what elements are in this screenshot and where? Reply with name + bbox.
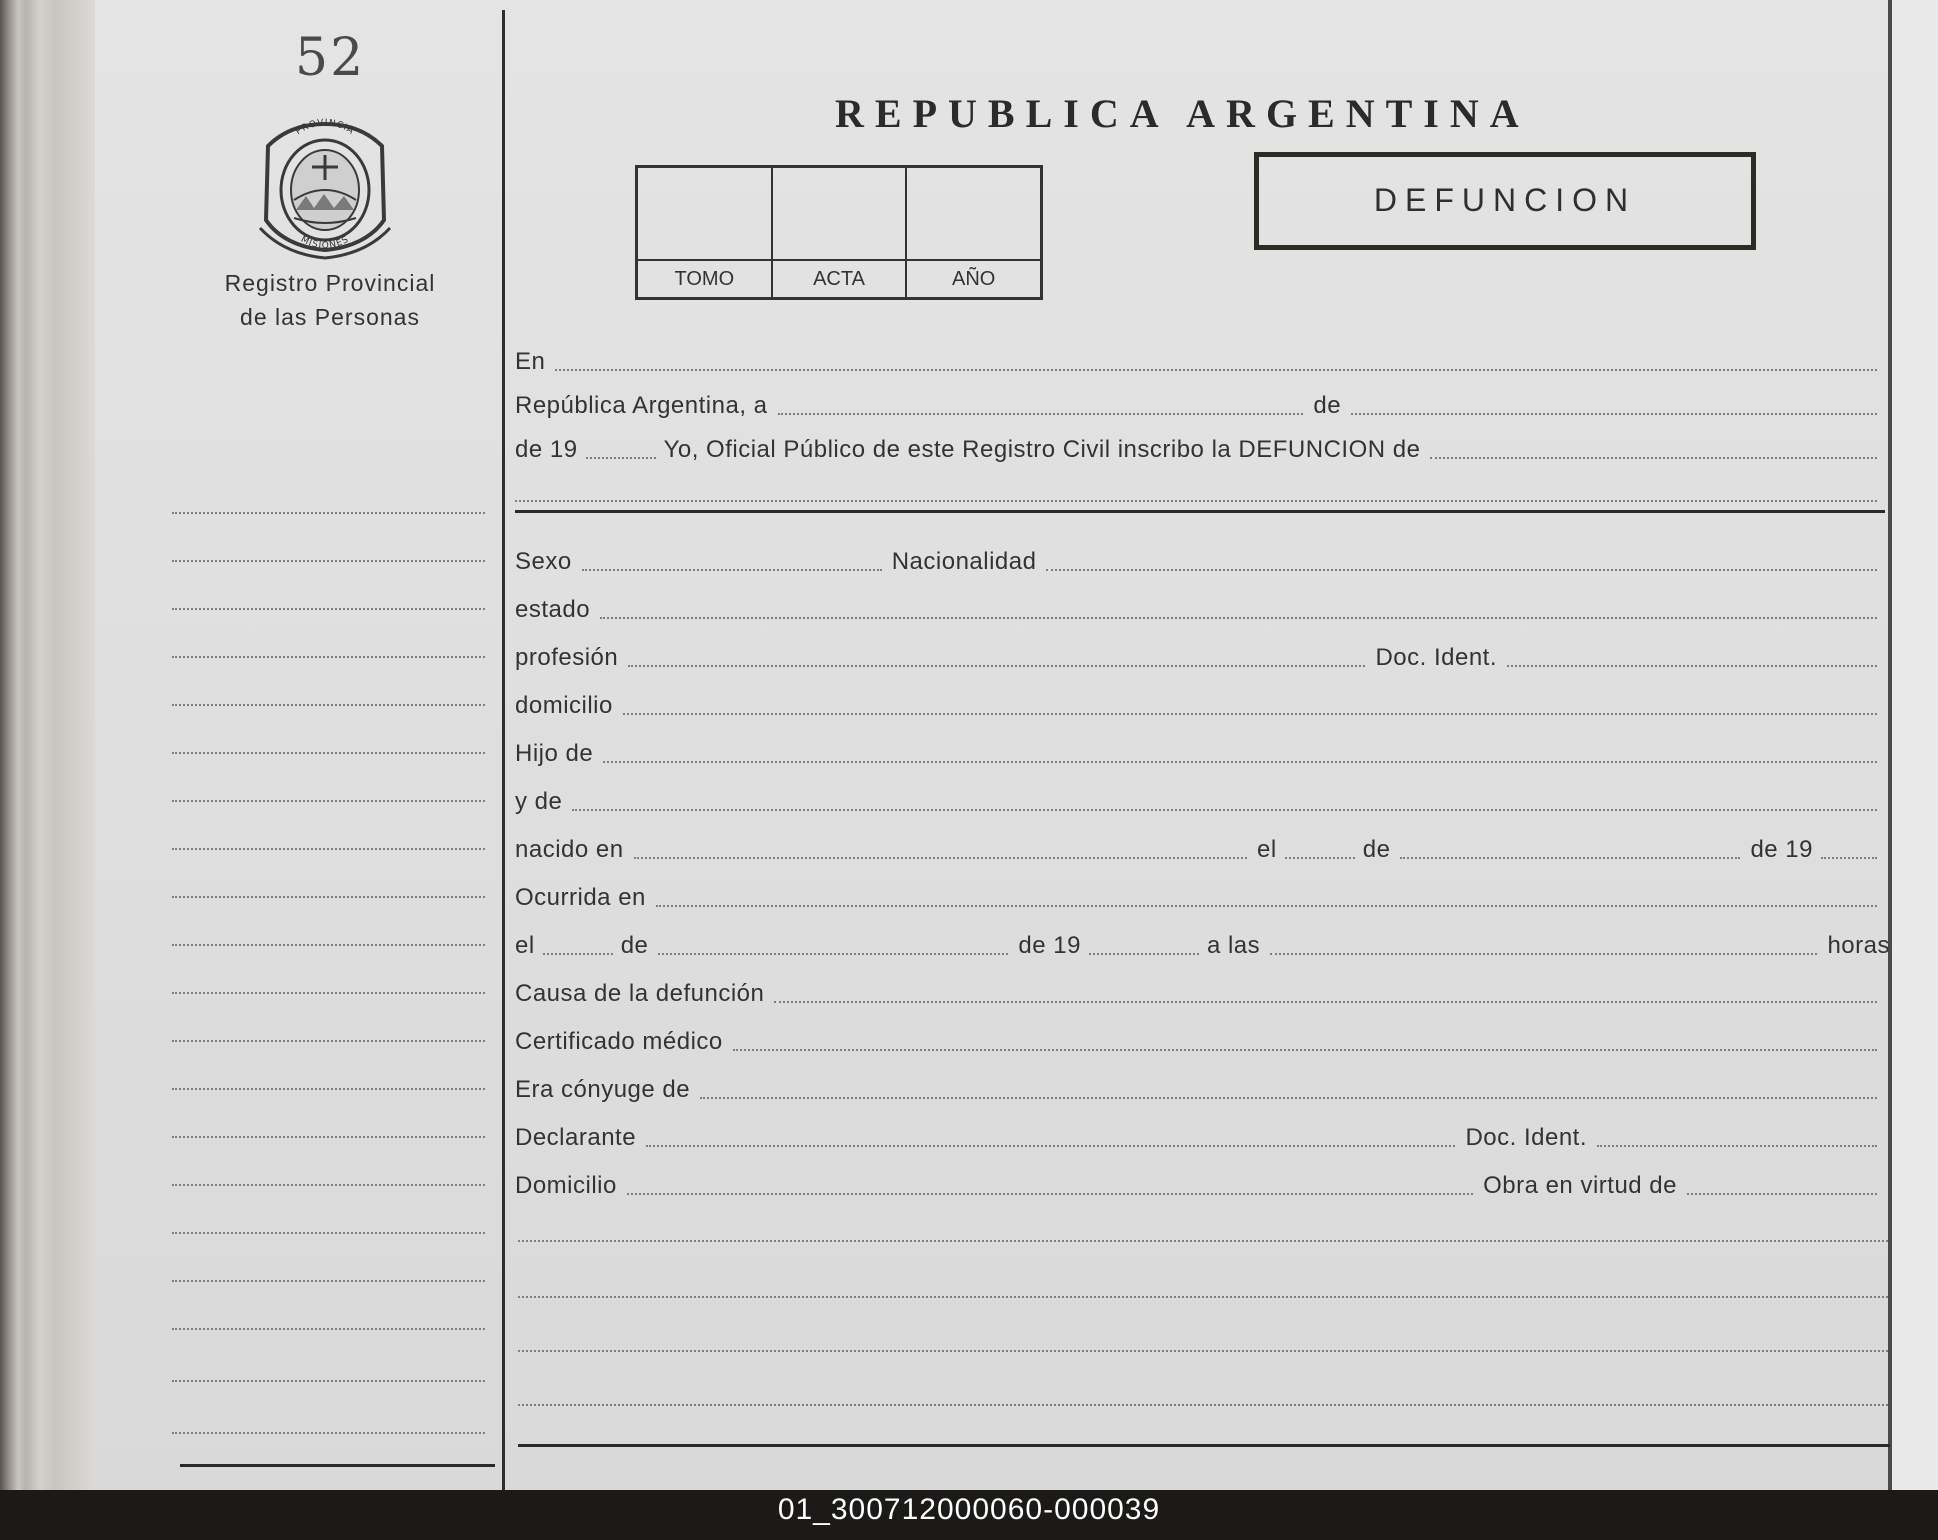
field-nombre [1430, 457, 1877, 459]
label-profesion: profesión [515, 644, 619, 671]
continuation-line [515, 500, 1877, 502]
label-doc-ident: Doc. Ident. [1375, 644, 1497, 671]
label-hijo-de: Hijo de [515, 740, 594, 767]
page-margin [1892, 0, 1938, 1490]
label-de19: de 19 [1750, 836, 1813, 863]
label-sexo: Sexo [515, 548, 572, 575]
label-nacionalidad: Nacionalidad [891, 548, 1037, 575]
observation-line [518, 1350, 1888, 1352]
label-de: de [620, 932, 649, 959]
field-doc-ident [1507, 665, 1877, 667]
margin-line [172, 896, 485, 898]
label-causa: Causa de la defunción [515, 980, 765, 1007]
row-domicilio [515, 692, 1877, 720]
margin-line [172, 560, 485, 562]
label-ocurrida-en: Ocurrida en [515, 884, 646, 911]
field-anio [586, 457, 656, 459]
header-rule [515, 510, 1885, 513]
field-mes [1351, 413, 1877, 415]
margin-line [172, 1184, 485, 1186]
field-anio-nacimiento [1821, 857, 1877, 859]
observation-line [518, 1296, 1888, 1298]
margin-line [172, 1136, 485, 1138]
label-obra: Obra en virtud de [1483, 1172, 1677, 1199]
margin-line [172, 848, 485, 850]
row-en [515, 348, 1877, 376]
record-type-label: DEFUNCION [1373, 182, 1637, 218]
label-nacido-en: nacido en [515, 836, 624, 863]
label-republica: República Argentina, a [515, 392, 768, 419]
ref-label-acta: ACTA [773, 259, 906, 297]
book-spine [0, 0, 95, 1490]
row-certificado [515, 1028, 1877, 1056]
field-causa [774, 1001, 1877, 1003]
field-en [555, 369, 1877, 371]
margin-line [172, 512, 485, 514]
field-hora [1270, 953, 1817, 955]
ref-label-ano: AÑO [907, 259, 1040, 297]
provincial-seal-icon [254, 100, 396, 260]
field-declarante [646, 1145, 1455, 1147]
row-fecha-defuncion [515, 932, 1890, 960]
label-domicilio-declarante: Domicilio [515, 1172, 617, 1199]
record-type-box [1254, 152, 1756, 250]
field-lugar-defuncion [656, 905, 1877, 907]
label-estado: estado [515, 596, 591, 623]
svg-text:PROVINCIA [294, 118, 356, 137]
ref-cell-ano [907, 168, 1040, 297]
label-a-las: a las [1206, 932, 1261, 959]
label-conyuge: Era cónyuge de [515, 1076, 691, 1103]
observation-line [518, 1404, 1888, 1406]
ref-cell-tomo [638, 168, 773, 297]
row-ocurrida-en [515, 884, 1877, 912]
office-name-line2: de las Personas [240, 304, 420, 330]
office-name-line1: Registro Provincial [224, 270, 436, 296]
field-profesion [628, 665, 1365, 667]
margin-line [172, 752, 485, 754]
label-horas: horas [1827, 932, 1890, 959]
observation-line [518, 1240, 1888, 1242]
field-dia-defuncion [543, 953, 613, 955]
row-profesion [515, 644, 1877, 672]
field-madre [572, 809, 1877, 811]
margin-line [172, 944, 485, 946]
row-domicilio-declarante [515, 1172, 1877, 1200]
field-sexo [582, 569, 882, 571]
field-dia [778, 413, 1304, 415]
margin-line [172, 1280, 485, 1282]
field-conyuge [700, 1097, 1877, 1099]
label-declarante: Declarante [515, 1124, 637, 1151]
label-de: de [1313, 392, 1342, 419]
label-y-de: y de [515, 788, 563, 815]
field-domicilio-declarante [627, 1193, 1473, 1195]
row-causa [515, 980, 1877, 1008]
label-de: de [1362, 836, 1391, 863]
field-obra [1687, 1193, 1877, 1195]
margin-line [172, 608, 485, 610]
margin-line [172, 1432, 485, 1434]
margin-line [172, 1380, 485, 1382]
country-title: REPUBLICA ARGENTINA [835, 91, 1530, 136]
field-mes-defuncion [658, 953, 1008, 955]
row-sexo [515, 548, 1877, 576]
row-nacido-en [515, 836, 1877, 864]
field-domicilio [623, 713, 1877, 715]
row-estado [515, 596, 1877, 624]
field-anio-defuncion [1089, 953, 1199, 955]
label-el: el [515, 932, 535, 959]
row-y-de [515, 788, 1877, 816]
row-republica [515, 392, 1877, 420]
field-mes-nacimiento [1400, 857, 1740, 859]
margin-line [172, 992, 485, 994]
label-el: el [1257, 836, 1277, 863]
row-declaracion [515, 436, 1877, 464]
field-lugar-nacimiento [634, 857, 1247, 859]
margin-line [172, 656, 485, 658]
label-de19: de 19 [515, 436, 578, 463]
footer-rule [518, 1444, 1890, 1447]
field-padre [603, 761, 1877, 763]
row-conyuge [515, 1076, 1877, 1104]
field-estado [600, 617, 1877, 619]
label-doc-ident: Doc. Ident. [1465, 1124, 1587, 1151]
margin-line [172, 1328, 485, 1330]
column-divider [502, 10, 505, 1490]
label-domicilio: domicilio [515, 692, 613, 719]
seal-text-top: PROVINCIA [293, 118, 357, 138]
field-dia-nacimiento [1285, 857, 1355, 859]
label-en: En [515, 348, 546, 375]
label-de19: de 19 [1018, 932, 1081, 959]
margin-rule [180, 1464, 495, 1467]
margin-line [172, 1232, 485, 1234]
reference-box [635, 165, 1043, 300]
field-doc-ident-declarante [1597, 1145, 1877, 1147]
page-number: 52 [295, 28, 366, 88]
field-certificado [733, 1049, 1877, 1051]
seal-text-bottom: MISIONES [298, 234, 352, 252]
ref-cell-acta [773, 168, 908, 297]
margin-line [172, 800, 485, 802]
label-declaration: Yo, Oficial Público de este Registro Civil inscribo la DEFUNCION de [663, 436, 1421, 463]
row-hijo-de [515, 740, 1877, 768]
field-nacionalidad [1046, 569, 1877, 571]
margin-line [172, 1088, 485, 1090]
margin-line [172, 704, 485, 706]
margin-line [172, 1040, 485, 1042]
scan-identifier: 01_300712000060-000039 [777, 1493, 1161, 1526]
label-certificado: Certificado médico [515, 1028, 723, 1055]
row-declarante [515, 1124, 1877, 1152]
ref-label-tomo: TOMO [638, 259, 771, 297]
